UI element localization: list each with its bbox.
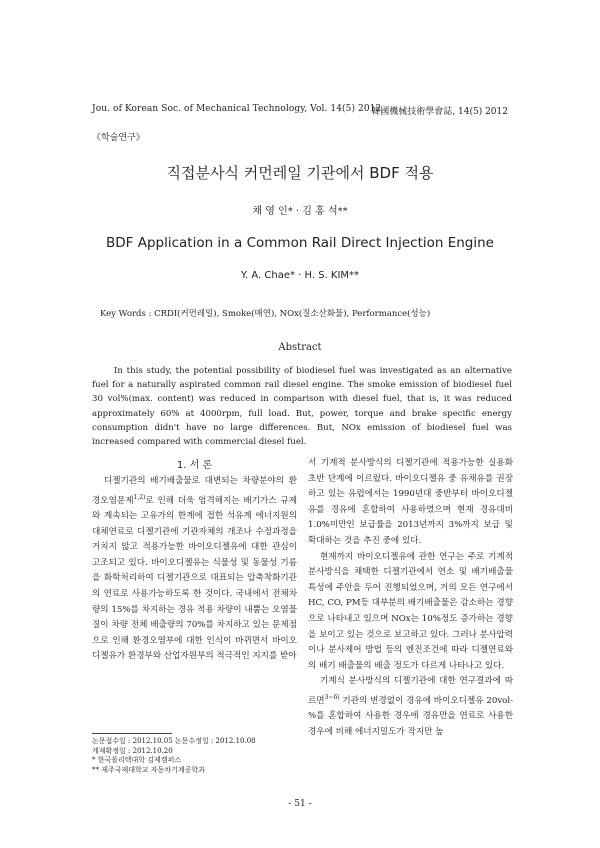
article-category: 《학술연구》 <box>92 133 145 143</box>
intro-p4-text-a: 기계식 분사방식의 디젤기관에 대한 연구결과에 따르면 <box>308 676 513 706</box>
footnote-accepted-date: 게재확정일 : 2012.10.20 <box>92 746 173 755</box>
intro-p1-text-b: 로 인해 더욱 엄격해지는 배기가스 규제와 계속되는 고유가의 한계에 접한 석유계 에너지원의 대체연료로 디젤기관에 기관자체의 개조나 수정과정을 거치지 않고 적용가능한 바이오디젤유에 대한 관심이 고조되고 있다. 바이오디젤유는 식물성 및 동물성 기름을 화학처리하여 디젤기관으로 대표되는 압축착화기관의 연료로 사용가능하도록 한 것이다. 국내에서 전체차량의 15%를 차지하는 경유 적용 차량이 내뿜는 오염물질이 차량 전체 배출량의 70%를 차지하고 있는 문제점으로 인해 환경오염부에 대한 인식이 바뀌면서 바이오디젤유가 환경부와 산업자원부의 적극적인 지지를 받아 <box>92 495 297 662</box>
footnote-affiliation-2: ** 제주국제대학교 자동차기계공학과 <box>92 765 205 774</box>
journal-header-korean: 韓國機械技術學會誌, 14(5) 2012 <box>371 107 508 117</box>
abstract-body: In this study, the potential possibility of biodiesel fuel was investigated as an alternative fuel for a naturally aspirated common rail diesel engine. The smoke emission of biodiesel fuel 30 vol%(max. content) was reduced in comparison with diesel fuel, that is, it was reduced approximately 60% at 4000rpm, full load. But, power, torque and brake specific energy consumption didn't have no large differences. But, NOx emission of biodiesel fuel was increased compared with commercial diesel fuel. <box>92 366 512 448</box>
paper-title-korean: 직접분사식 커먼레일 기관에서 BDF 적용 <box>166 164 434 182</box>
footnote-divider <box>92 733 172 734</box>
footnotes <box>92 737 302 775</box>
page-number: - 51 - <box>288 799 312 809</box>
keywords: Key Words : CRDI(커먼레일), Smoke(매연), NOx(질소산화물), Performance(성능) <box>100 309 431 319</box>
authors-english: Y. A. Chae* · H. S. KIM** <box>240 270 360 281</box>
journal-header-english: Jou. of Korean Soc. of Mechanical Technology, Vol. 14(5) 2012 <box>92 104 382 114</box>
intro-paragraph-3: 현재까지 바이오디젤유에 관한 연구는 주로 기계적 분사방식을 채택한 디젤기관에서 연소 및 배기배출물 특성에 주안을 두어 진행되었으며, 거의 모든 연구에서 HC, CO, PM등 대부분의 배기배출물은 감소하는 경향으로 나타내고 있으며 NOx는 10%정도 증가하는 경향을 보이고 있는 것으로 보고하고 있다. 그러나 분사압력이나 분사제어 방법 등의 엔진조건에 따라 디젤연료와의 배기 배출물의 배출 정도가 다르게 나타나고 있다. <box>308 551 513 671</box>
intro-paragraph-2: 서 기계적 분사방식의 디젤기관에 적용가능한 실용화 초반 단계에 이르렀다. 바이오디젤유 중 유채유를 권장하고 있는 유럽에서는 1990년대 중반부터 바이오디젤유를 경유에 혼합하여 사용하였으며 현재 경유대비 1.0%미만인 보급률을 2013년까지 3%까지 보급 및 확대하는 것을 추진 중에 있다. <box>308 458 513 546</box>
citation-1-2: 1,2) <box>133 493 146 501</box>
intro-p4-text-b: 기관의 변경없이 경유에 바이오디젤유 20vol-%를 혼합하여 사용한 경우에 경유만을 연료로 사용한 경우에 비해 에너지밀도가 작지만 높 <box>308 695 513 737</box>
intro-paragraph-1 <box>92 474 297 665</box>
right-column <box>308 456 513 741</box>
footnote-affiliation-1: * 한국폴리텍대학 김제캠퍼스 <box>92 756 182 764</box>
intro-paragraph-4 <box>308 674 513 740</box>
authors-korean: 채 영 인* · 김 홍 석** <box>252 206 348 217</box>
paper-title-english: BDF Application in a Common Rail Direct Injection Engine <box>106 235 494 251</box>
left-column <box>92 474 297 665</box>
abstract-heading: Abstract <box>278 342 322 353</box>
intro-p1-text-a: 디젤기관의 배기배출물로 대변되는 차량분야의 환경오염문제 <box>92 476 297 506</box>
footnote-received-date: 논문접수일 : 2012.10.05 논문수정일 : 2012.10.08 <box>92 737 256 745</box>
section-heading-introduction: 1. 서 론 <box>176 460 213 471</box>
citation-3-6: 3~6) <box>324 693 340 701</box>
